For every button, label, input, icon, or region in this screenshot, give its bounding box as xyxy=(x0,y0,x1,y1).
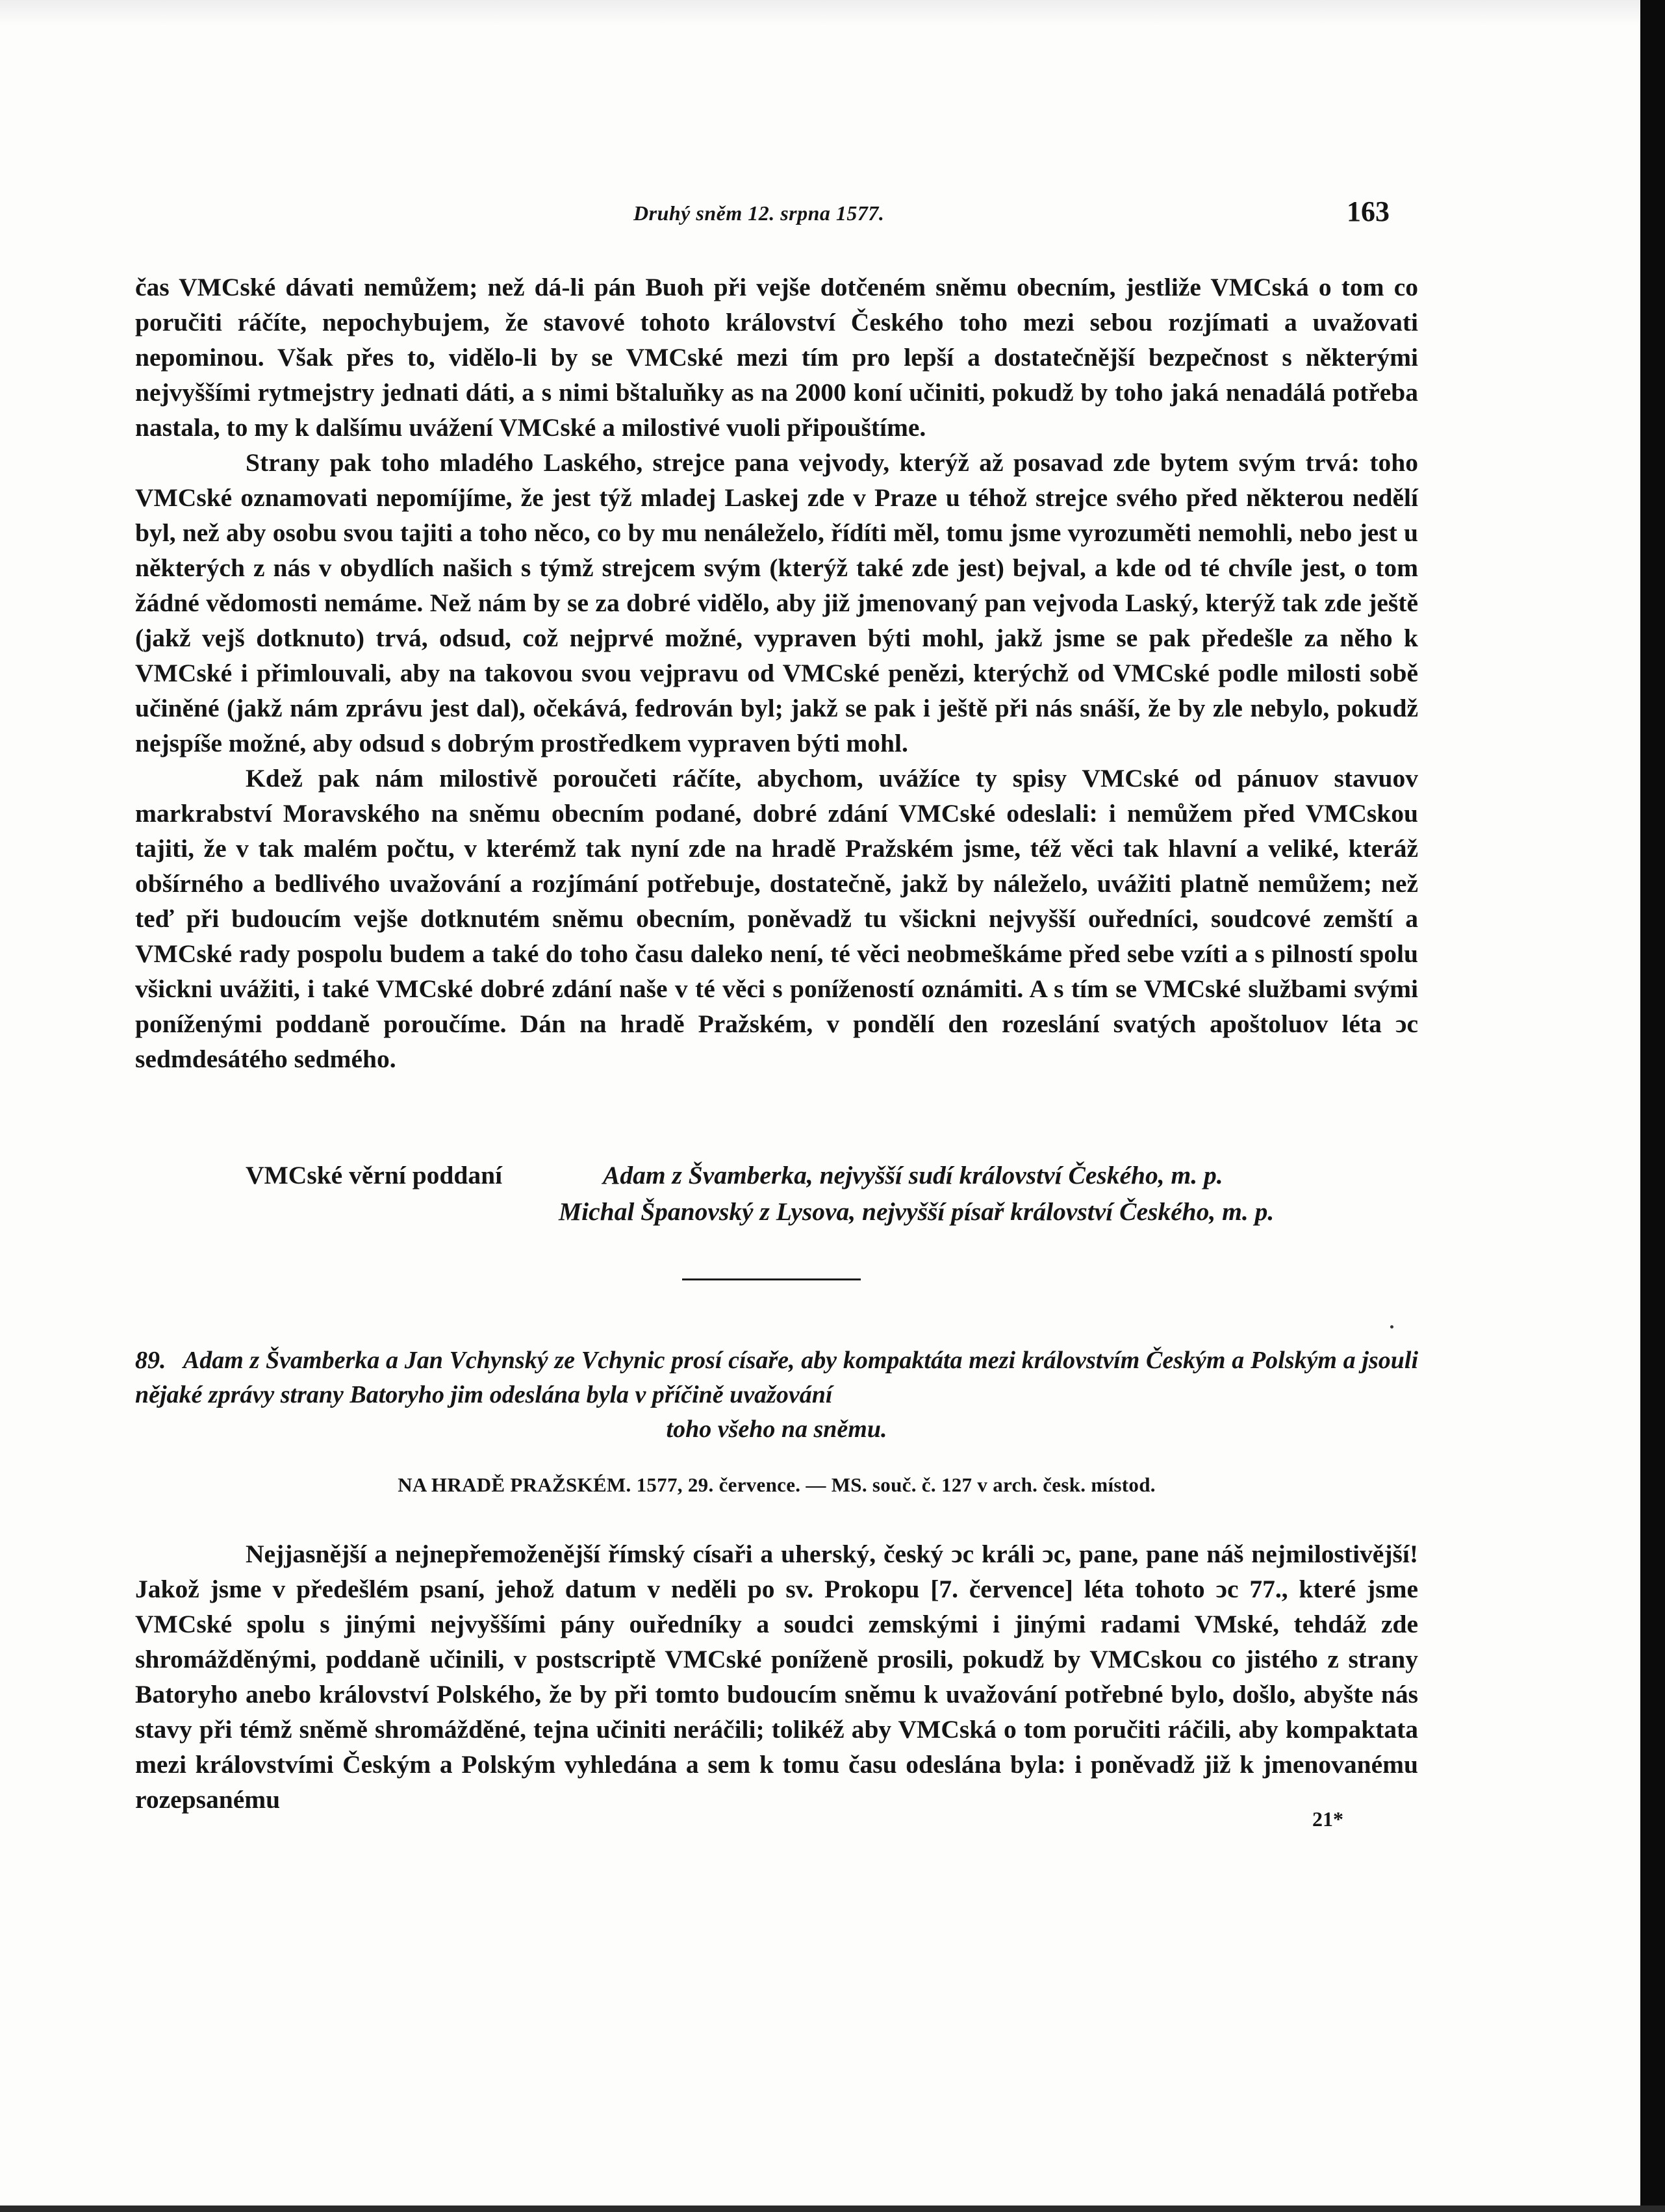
letter-89 xyxy=(135,1536,1418,1817)
scan-right-border xyxy=(1640,0,1665,2212)
document-heading-main: Adam z Švamberka a Jan Vchynský ze Vchynic prosí císaře, aby kompaktáta mezi královstvím Českým a Polským a jsouli nějaké zprávy strany Batoryho jim odeslána byla v příčině uvažování xyxy=(135,1347,1419,1408)
document-heading-end: toho všeho na sněmu. xyxy=(666,1416,887,1443)
signature-label: VMCské věrní poddaní xyxy=(246,1161,503,1189)
letter-continuation xyxy=(135,270,1418,1076)
document-number: 89. xyxy=(135,1347,166,1374)
running-header: Druhý sněm 12. srpna 1577. xyxy=(633,201,885,225)
paragraph-3: Kdež pak nám milostivě poroučeti ráčíte, abychom, uvážíce ty spisy VMCské od pánuov stavuov markrabství Moravského na sněmu obecním podané, dobré zdání VMCské odeslali: i nemůžem před VMCskou tajiti, že v tak malém počtu, v kterémž tak nyní zde na hradě Pražském jsme, též věci tak hlavní a veliké, kteráž obšírného a bedlivého uvažování a rozjímání potřebuje, dostatečně, jakž by náleželo, uvážiti platně nemůžem; než teď při budoucím vejše dotknutém sněmu obecním, poněvadž tu všickni nejvyšší ouředníci, soudcové zemští a VMCské rady pospolu budem a také do toho času daleko není, té věci neobmeškáme před sebe vzíti a s pilností spolu všickni uvážiti, i také VMCské dobré zdání naše v té věci s ponížeností oznámiti. A s tím se VMCské službami svými poníženými poddaně poroučíme. Dán na hradě Pražském, v pondělí den rozeslání svatých apoštoluov léta ↄc sedmdesátého sedmého. xyxy=(135,764,1418,1073)
letter-89-paragraph: Nejjasnější a nejnepřemoženější římský císaři a uherský, český ↄc králi ↄc, pane, pane náš nejmilostivější! Jakož jsme v předešlém psaní, jehož datum v neděli po sv. Prokopu [7. července] léta tohoto ↄc 77., které jsme VMCské spolu s jinými nejvyššími pány ouředníky a soudci zemskými i jinými radami VMské, tehdáž zde shromážděnými, poddaně učinili, v postscriptě VMCské poníženě prosili, pokudž by VMCskou co jistého z strany Batoryho anebo království Polského, že by při tomto budoucím sněmu k uvažování potřebné bylo, došlo, abyšte nás stavy při témž sněmě shromážděné, tejna učiniti neráčili; tolikéž aby VMCská o tom poručiti ráčili, aby kompaktata mezi královstvími Českým a Polským vyhledána a sem k tomu času odeslána byla: i poněvadž již k jmenovanému rozepsanému xyxy=(135,1540,1418,1814)
paragraph-2: Strany pak toho mladého Laského, strejce pana vejvody, kterýž až posavad zde bytem svým trvá: toho VMCské oznamovati nepomíjíme, že jest týž mladej Laskej zde v Praze u téhož strejce svého před některou nedělí byl, než aby osobu svou tajiti a toho něco, co by mu nenáleželo, řídíti měl, tomu jsme vyrozuměti nemohli, nebo jest u některých z nás v obydlích našich s týmž strejcem svým (kterýž také zde jest) bejval, a kde od té chvíle jest, o tom žádné vědomosti nemáme. Než nám by se za dobré vidělo, aby již jmenovaný pan vejvoda Laský, kterýž tak zde ještě (jakž vejš dotknuto) trvá, odsud, což nejprvé možné, vypraven býti mohl, jakž jsme se pak předešle za něho k VMCské i přimlouvali, aby na takovou svou vejpravu od VMCské penězi, kterýchž od VMCské podle milosti sobě učiněné (jakž nám zprávu jest dal), očekává, fedrován byl; jakž se pak i ještě při nás snáší, že by zle nebylo, pokudž nejspíše možné, aby odsud s dobrým prostředkem vypraven býti mohl. xyxy=(135,448,1418,757)
scan-top-shade xyxy=(0,0,1640,26)
printer-signature-mark: 21* xyxy=(1312,1807,1343,1831)
document-source-line: NA HRADĚ PRAŽSKÉM. 1577, 29. července. — MS. souč. č. 127 v arch. česk. místod. xyxy=(398,1473,1156,1496)
paragraph-1: čas VMCské dávati nemůžem; než dá-li pán Buoh při vejše dotčeném sněmu obecním, jestliže VMCská o tom co poručiti ráčíte, nepochybujem, že stavové tohoto království Českého toho mezi sebou rozjímati a uvažovati nepominou. Však přes to, vidělo-li by se VMCské mezi tím pro lepší a dostatečnější bezpečnost s některými nejvyššími rytmejstry jednati dáti, a s nimi bštaluňky as na 2000 koní učiniti, pokudž by toho jaká nenadálá potřeba nastala, to my k dalšímu uvážení VMCské a milostivé vuoli připouštíme. xyxy=(135,273,1418,442)
document-89-heading xyxy=(135,1343,1418,1447)
section-separator-rule xyxy=(682,1278,861,1280)
scan-bottom-border xyxy=(0,2206,1665,2212)
signer-1: Adam z Švamberka, nejvyšší sudí království Českého, m. p. xyxy=(603,1161,1223,1189)
scan-speck xyxy=(1390,1325,1393,1328)
signer-2: Michal Španovský z Lysova, nejvyšší písař království Českého, m. p. xyxy=(559,1197,1275,1226)
page-number: 163 xyxy=(1347,196,1390,227)
